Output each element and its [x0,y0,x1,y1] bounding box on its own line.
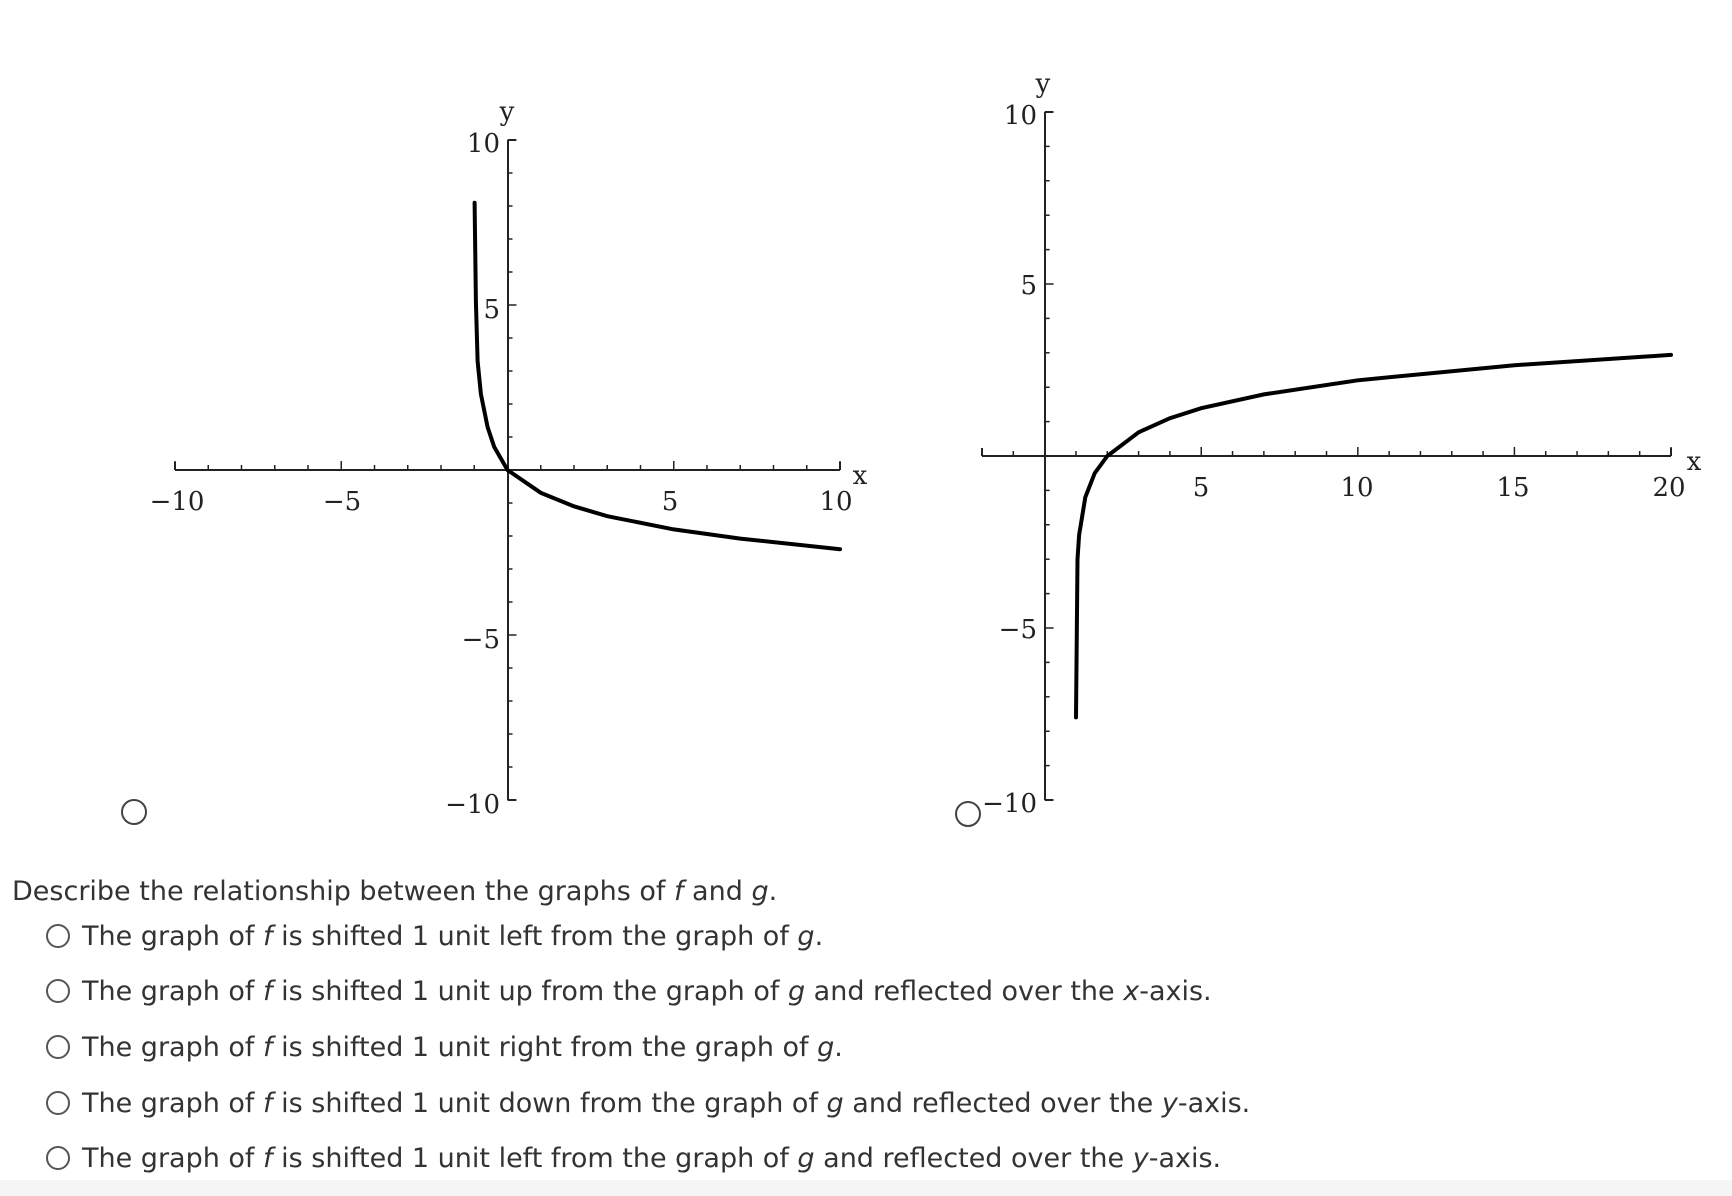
answer-option-2[interactable] [46,971,1212,1011]
answer-option-1[interactable] [46,916,823,956]
radio-button[interactable] [46,1091,70,1115]
prompt-text: and [683,876,752,907]
option-label: The graph of f is shifted 1 unit up from the graph of g and reflected over the x-axis. [82,975,1212,1007]
y-tick-label: −5 [998,615,1037,645]
prompt-var-f: f [673,876,684,907]
option-label: The graph of f is shifted 1 unit down from the graph of g and reflected over the y-axis. [82,1087,1251,1119]
radio-circle [122,800,146,824]
option-label: The graph of f is shifted 1 unit left from the graph of g. [82,920,824,952]
radio-button[interactable] [46,979,70,1003]
radio-button[interactable] [46,1146,70,1170]
x-tick-label: 10 [819,487,853,517]
answer-option-3[interactable] [46,1027,843,1067]
radio-button[interactable] [46,924,70,948]
graph-b-radio[interactable] [954,800,982,828]
radio-circle [956,802,980,826]
option-label: The graph of f is shifted 1 unit left from the graph of g and reflected over the y-axis. [82,1142,1222,1174]
y-tick-label: 10 [466,129,500,159]
answer-option-4[interactable] [46,1083,1250,1123]
x-tick-label: −5 [322,487,362,517]
x-tick-label: 15 [1496,473,1530,503]
y-tick-label: 5 [483,295,500,325]
page-footer-strip [0,1180,1732,1196]
curve-g [1076,355,1671,718]
y-tick-label: −5 [461,625,500,655]
prompt-text: Describe the relationship between the graphs of [12,876,674,907]
y-tick-label: −10 [445,790,500,820]
y-tick-label: 10 [1003,101,1037,131]
option-label: The graph of f is shifted 1 unit right from the graph of g. [82,1031,843,1063]
x-axis-name: x [1686,447,1702,477]
x-tick-label: 5 [1192,473,1210,503]
x-tick-label: 5 [661,487,679,517]
prompt-var-g: g [751,876,769,907]
graph-a-radio[interactable] [120,798,148,826]
x-tick-label: 20 [1652,473,1686,503]
question-prompt [12,876,777,907]
x-tick-label: 10 [1340,473,1374,503]
answer-option-5[interactable] [46,1138,1221,1178]
prompt-text: . [768,876,778,907]
y-tick-label: −10 [982,789,1037,819]
x-axis-name: x [852,461,868,491]
x-tick-label: −10 [149,487,205,517]
y-axis-name: y [499,97,515,127]
radio-button[interactable] [46,1035,70,1059]
y-axis-name: y [1035,69,1051,99]
y-tick-label: 5 [1020,271,1037,301]
